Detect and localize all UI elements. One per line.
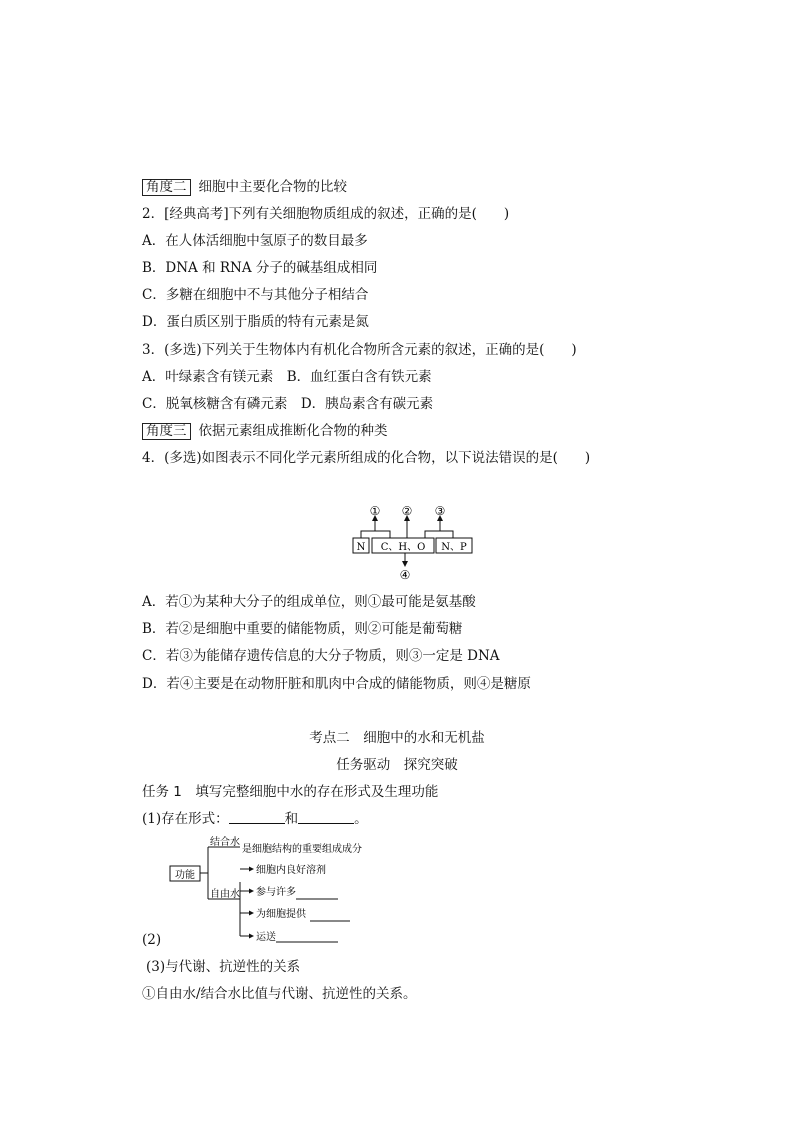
box-np-label: N、P bbox=[441, 542, 467, 553]
label-4: ④ bbox=[399, 568, 411, 581]
label-3: ③ bbox=[434, 504, 446, 518]
free-water-func-1: 细胞内良好溶剂 bbox=[256, 865, 326, 876]
q4-option-d: D．若④主要是在动物肝脏和肌肉中合成的储能物质，则④是糖原 bbox=[142, 676, 531, 692]
task1-item3: (3)与代谢、抗逆性的关系 bbox=[146, 959, 301, 975]
q2-option-d: D．蛋白质区别于脂质的特有元素是氮 bbox=[142, 314, 369, 330]
item1-prefix: (1)存在形式： bbox=[142, 811, 229, 827]
kaodian-subtitle: 任务驱动 探究突破 bbox=[336, 757, 458, 773]
blank-2[interactable] bbox=[298, 811, 354, 824]
bound-water-label: 结合水 bbox=[210, 837, 240, 848]
kaodian-title: 考点二 细胞中的水和无机盐 bbox=[309, 730, 485, 746]
section-title: 依据元素组成推断化合物的种类 bbox=[198, 423, 388, 439]
q2-option-c: C．多糖在细胞中不与其他分子相结合 bbox=[142, 287, 369, 303]
item1-suffix: 。 bbox=[354, 811, 368, 827]
task1-title: 任务 1 填写完整细胞中水的存在形式及生理功能 bbox=[142, 784, 439, 800]
section-title: 细胞中主要化合物的比较 bbox=[198, 179, 347, 195]
q4-option-a: A．若①为某种大分子的组成单位，则①最可能是氨基酸 bbox=[142, 594, 476, 610]
box-n-label: N bbox=[356, 542, 366, 553]
task1-item3-1: ①自由水/结合水比值与代谢、抗逆性的关系。 bbox=[142, 986, 417, 1002]
free-water-func-4: 运送 bbox=[256, 932, 276, 943]
free-water-label: 自由水 bbox=[210, 889, 240, 900]
question-2-stem: 2．[经典高考]下列有关细胞物质组成的叙述，正确的是( ) bbox=[142, 206, 510, 222]
element-diagram bbox=[340, 503, 480, 581]
question-4-stem: 4．(多选)如图表示不同化学元素所组成的化合物，以下说法错误的是( ) bbox=[142, 450, 591, 466]
section-tag: 角度三 bbox=[142, 423, 191, 440]
task1-item1 bbox=[142, 810, 368, 828]
q3-options-row2: C．脱氧核糖含有磷元素 D．胰岛素含有碳元素 bbox=[142, 396, 434, 412]
section-heading-angle2 bbox=[142, 178, 347, 196]
q3-options-row1: A．叶绿素含有镁元素 B．血红蛋白含有铁元素 bbox=[142, 369, 432, 385]
question-3-stem: 3．(多选)下列关于生物体内有机化合物所含元素的叙述，正确的是( ) bbox=[142, 342, 577, 358]
section-tag: 角度二 bbox=[142, 179, 191, 196]
bound-water-desc: 是细胞结构的重要组成成分 bbox=[242, 844, 362, 855]
q2-option-b: B．DNA 和 RNA 分子的碱基组成相同 bbox=[142, 260, 378, 276]
q4-option-b: B．若②是细胞中重要的储能物质，则②可能是葡萄糖 bbox=[142, 621, 463, 637]
blank-1[interactable] bbox=[229, 811, 285, 824]
label-2: ② bbox=[401, 504, 413, 518]
section-heading-angle3 bbox=[142, 422, 388, 440]
label-1: ① bbox=[369, 504, 381, 518]
task1-item2-label: (2) bbox=[142, 932, 162, 948]
water-function-diagram bbox=[168, 833, 398, 945]
item1-mid: 和 bbox=[284, 811, 299, 827]
func-label: 功能 bbox=[175, 870, 195, 881]
box-cho-label: C、H、O bbox=[380, 542, 426, 553]
free-water-func-3: 为细胞提供 bbox=[256, 909, 306, 920]
q2-option-a: A．在人体活细胞中氢原子的数目最多 bbox=[142, 233, 368, 249]
free-water-func-2: 参与许多 bbox=[256, 887, 296, 898]
q4-option-c: C．若③为能储存遗传信息的大分子物质，则③一定是 DNA bbox=[142, 648, 500, 664]
